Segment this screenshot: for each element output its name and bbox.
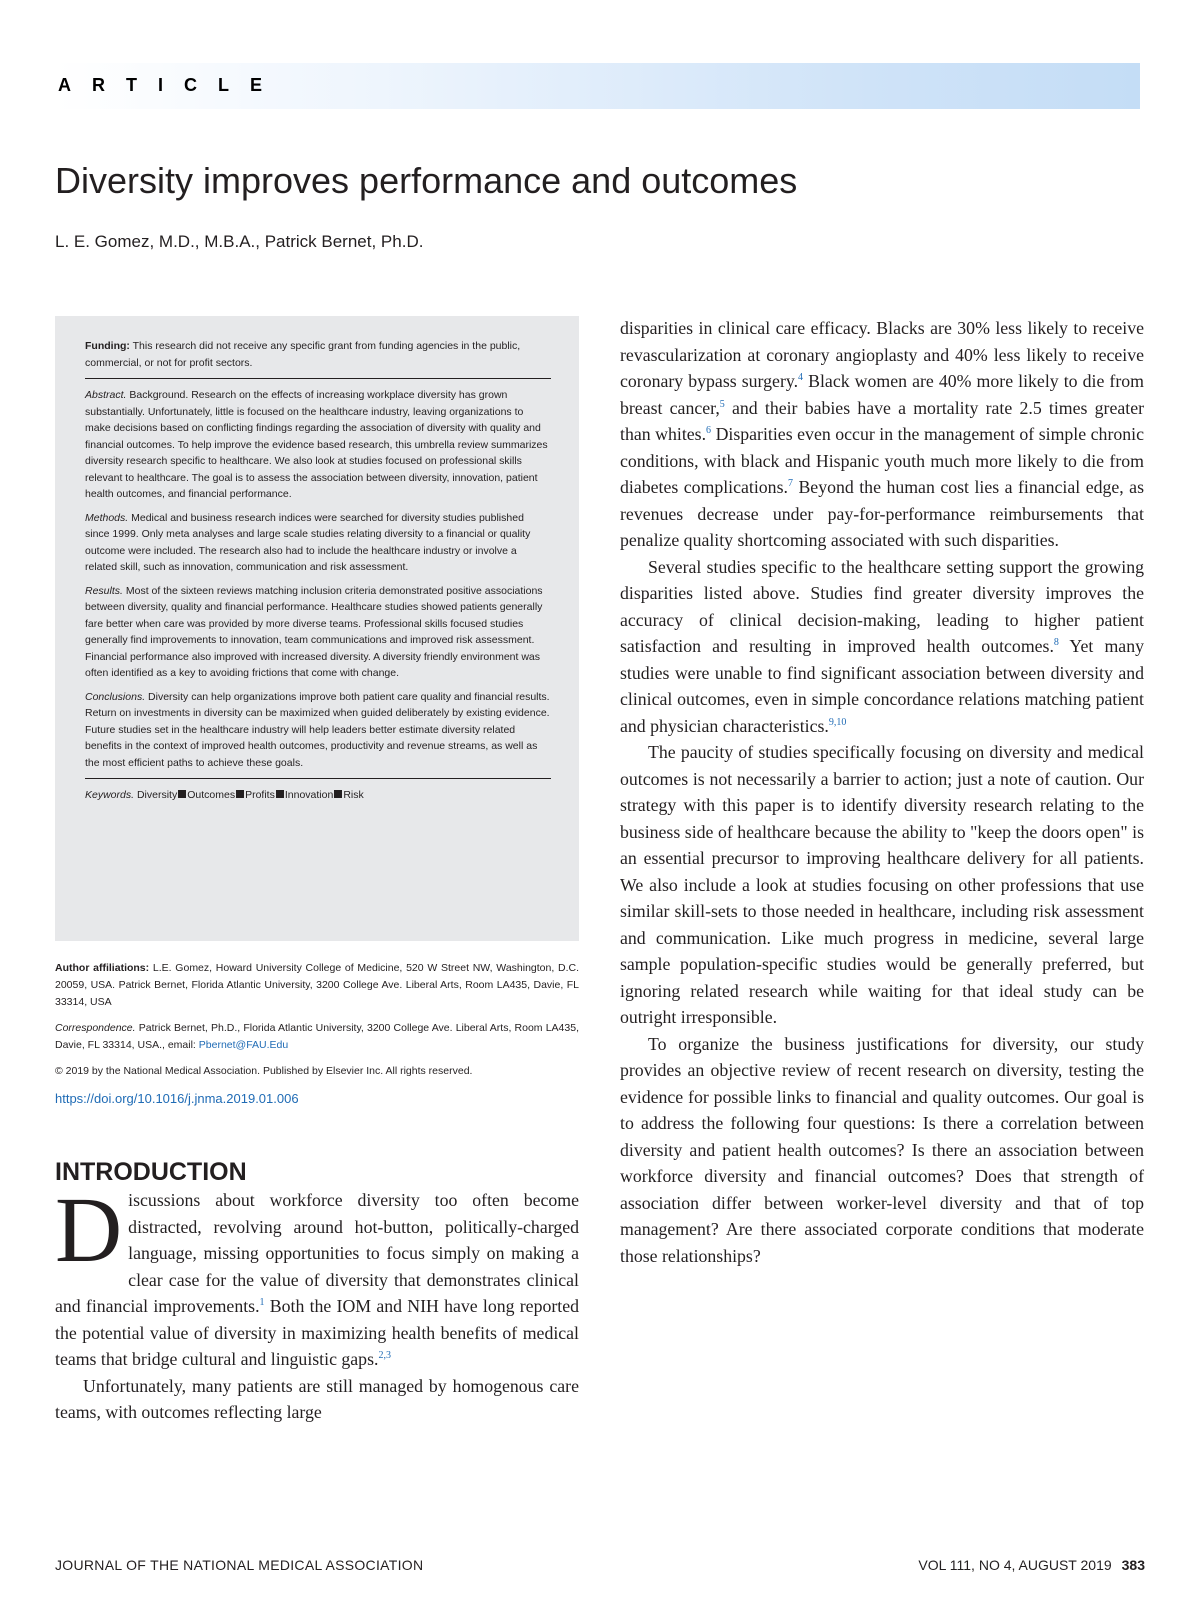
keyword: Outcomes	[187, 789, 236, 801]
body-text: Black women are 40% more likely to die from breast cancer,	[620, 371, 1144, 418]
intro-text: Both the IOM and NIH have long reported the potential value of diversity in maximizing health benefits of medical teams that bridge cultural and linguistic gaps.	[55, 1296, 579, 1369]
abstract-label: Abstract.	[85, 389, 127, 401]
email-link[interactable]: Pbernet@FAU.Edu	[198, 1039, 289, 1051]
citation-ref[interactable]: 7	[787, 478, 793, 490]
body-text: Several studies specific to the healthcare setting support the growing disparities listed above. Studies find greater diversity improves the accuracy of clinical decision-making, leading to higher patient satisfaction and resulting in improved health outcomes.	[620, 556, 1144, 656]
conclusions-label: Conclusions.	[85, 690, 146, 703]
citation-ref[interactable]: 5	[719, 398, 725, 410]
citation-ref[interactable]: 9,10	[828, 716, 847, 728]
keywords-divider	[85, 778, 551, 779]
abstract-background	[85, 387, 551, 503]
body-paragraph	[620, 554, 1144, 740]
methods-text: Medical and business research indices were searched for diversity studies published since 1999. Only meta analyses and large scale studies relating diversity to a financial or quality outcome were included. The research also had to include the healthcare industry or involve a related skill, such as innovation, communication and risk assessment.	[85, 511, 531, 573]
drop-cap: D	[55, 1179, 123, 1282]
body-paragraph	[620, 315, 1144, 554]
results-text: Most of the sixteen reviews matching inclusion criteria demonstrated positive associations between diversity, quality and financial performance. Healthcare studies showed patients generally fare better when care was provided by more diverse teams. Professional skills focused studies generally find improvements to innovation, team communications and improved risk assessment. Financial performance also improved with increased diversity. A diversity friendly environment was often identified as a key to avoiding frictions that come with change.	[85, 584, 543, 679]
keyword-separator	[334, 790, 342, 798]
article-authors: L. E. Gomez, M.D., M.B.A., Patrick Bernet, Ph.D.	[55, 232, 424, 251]
keyword: Innovation	[284, 789, 334, 801]
citation-ref[interactable]: 4	[798, 372, 804, 384]
intro-paragraph	[55, 1179, 579, 1373]
conclusions-text: Diversity can help organizations improve both patient care quality and financial results. Return on investments in diversity can be maximized when guided deliberately by existing evidence. Future studies set in the healthcare industry will help leaders better estimate diversity related benefits in the context of improved health outcomes, productivity and revenue streams, as well as the most efficient paths to achieve these goals.	[85, 690, 550, 769]
body-paragraph: To organize the business justifications for diversity, our study provides an objective review of recent research on diversity, testing the evidence for possible links to financial and quality outcomes. Our goal is to address the following four questions: Is there a correlation between diversity and patient health outcomes? Is there an association between workforce diversity and financial outcomes? Does that strength of association differ between worker-level diversity and that of top management? Are there associated corporate conditions that moderate those relationships?	[620, 1033, 1144, 1266]
copyright-notice: © 2019 by the National Medical Association. Published by Elsevier Inc. All rights reserved.	[55, 1065, 473, 1077]
citation-ref[interactable]: 6	[706, 425, 712, 437]
funding-label: Funding:	[85, 340, 130, 352]
keyword: Diversity	[136, 789, 178, 801]
keyword-separator	[178, 790, 186, 798]
abstract-divider	[85, 378, 551, 379]
body-text: Yet many studies were unable to find significant association between diversity and clinical outcomes, even in simple concordance relations matching patient and physician characteristics.	[620, 636, 1144, 736]
body-text: and their babies have a mortality rate 2.5 times greater than whites.	[620, 397, 1145, 444]
citation-ref[interactable]: 1	[259, 1297, 265, 1309]
affiliation-body: L.E. Gomez, Howard University College of Medicine, 520 W Street NW, Washington, D.C. 20059, USA. Patrick Bernet, Florida Atlantic University, 3200 College Ave. Liberal Arts, Room LA435, Davie, FL 33314, USA	[55, 962, 580, 1008]
results-label: Results.	[85, 584, 123, 597]
keyword-separator	[276, 790, 284, 798]
keyword: Profits	[245, 789, 275, 801]
affiliation-text	[55, 960, 579, 1011]
keyword-separator	[236, 790, 244, 798]
affiliation-label: Author affiliations:	[55, 962, 150, 974]
abstract-box	[55, 316, 579, 941]
citation-ref[interactable]: 2,3	[378, 1350, 391, 1362]
section-label: ARTICLE	[58, 75, 283, 95]
funding-statement	[85, 338, 551, 371]
footer-issue: VOL 111, NO 4, AUGUST 2019	[918, 1557, 1112, 1573]
body-text: Beyond the human cost lies a financial edge, as revenues decrease under pay-for-performance reimbursements that penalize quality shortcoming associated with such disparities.	[620, 477, 1144, 550]
author-affiliations	[55, 960, 579, 1089]
abstract-conclusions	[85, 689, 551, 772]
abstract-text: Background. Research on the effects of increasing workplace diversity has grown substantially. Unfortunately, little is focused on the healthcare industry, leaving organizations to make decisions based on conflicting findings regarding the association of diversity with quality and financial outcomes. To help improve the evidence based research, this umbrella review summarizes diversity research specific to healthcare. We also look at studies focused on professional skills relevant to healthcare. The goal is to assess the association between diversity, innovation, patient health outcomes, and financial performance.	[85, 389, 548, 500]
abstract-methods	[85, 510, 551, 576]
funding-text: This research did not receive any specific grant from funding agencies in the public, commercial, or not for profit sectors.	[85, 340, 521, 369]
page-number: 383	[1121, 1557, 1145, 1573]
keywords	[85, 787, 551, 804]
correspondence	[55, 1020, 579, 1054]
body-text: Disparities even occur in the management of simple chronic conditions, with black and Hispanic youth much more likely to die from diabetes complications.	[620, 424, 1144, 497]
intro-text: iscussions about workforce diversity too often become distracted, revolving around hot-button, politically-charged language, missing opportunities to focus simply on making a clear case for the value of diversity that demonstrates clinical and financial improvements.	[55, 1190, 579, 1316]
keyword: Risk	[343, 789, 364, 801]
intro-paragraph: Unfortunately, many patients are still managed by homogenous care teams, with outcomes reflecting large	[55, 1375, 579, 1422]
left-column-body	[55, 1179, 579, 1426]
body-text: disparities in clinical care efficacy. Blacks are 30% less likely to receive revascularization at coronary angioplasty and 40% less likely to receive coronary bypass surgery.	[620, 318, 1144, 391]
footer-journal-name: JOURNAL OF THE NATIONAL MEDICAL ASSOCIATION	[55, 1557, 424, 1573]
footer-issue-info	[918, 1557, 1145, 1573]
methods-label: Methods.	[85, 511, 129, 524]
abstract-content	[85, 338, 551, 811]
body-paragraph: The paucity of studies specifically focusing on diversity and medical outcomes is not necessarily a barrier to action; just a note of caution. Our strategy with this paper is to identify diversity research relating to the business side of healthcare because the ability to "keep the doors open" is an essential precursor to improving healthcare delivery for all patients. We also include a look at studies focusing on other professions that use similar skill-sets to those needed in healthcare, including risk assessment and communication. Like much progress in medicine, several large sample population-specific studies would be generally preferred, but ignoring related research while waiting for that ideal study can be outright irresponsible.	[620, 742, 1144, 1027]
right-column-body	[620, 315, 1144, 1269]
doi-link[interactable]: https://doi.org/10.1016/j.jnma.2019.01.006	[55, 1091, 299, 1106]
article-title: Diversity improves performance and outcomes	[55, 160, 798, 201]
correspondence-text: Patrick Bernet, Ph.D., Florida Atlantic University, 3200 College Ave. Liberal Arts, Room LA435, Davie, FL 33314, USA., email:	[55, 1022, 579, 1051]
abstract-results	[85, 583, 551, 682]
correspondence-label: Correspondence.	[55, 1022, 136, 1034]
keywords-label: Keywords.	[85, 789, 135, 801]
citation-ref[interactable]: 8	[1053, 637, 1059, 649]
introduction-heading: INTRODUCTION	[55, 1158, 247, 1186]
